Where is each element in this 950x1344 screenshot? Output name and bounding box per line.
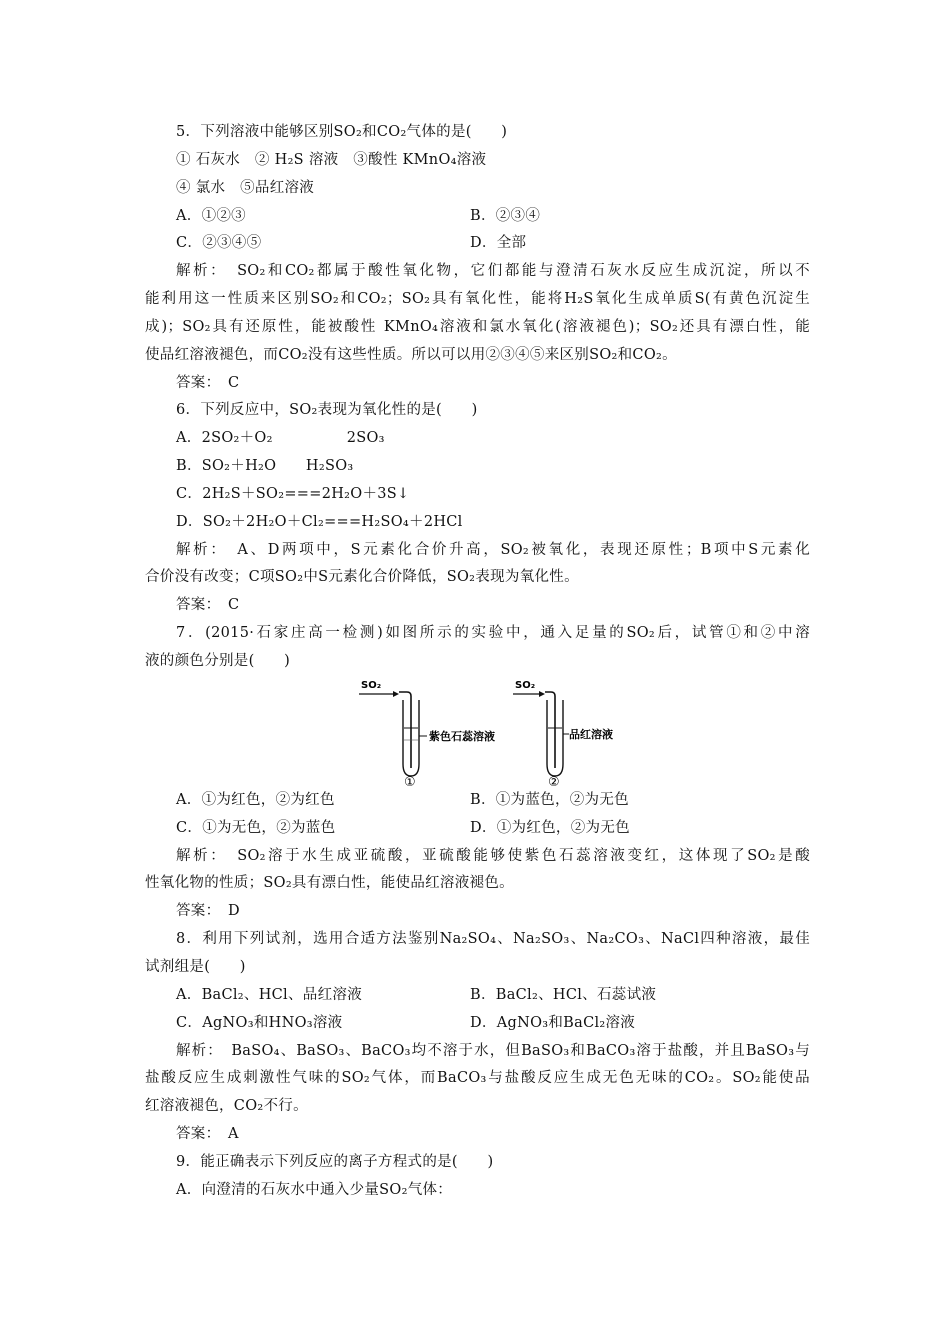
test-tube-1 <box>359 680 495 786</box>
q9-option-a: A．向澄清的石灰水中通入少量SO₂气体： <box>176 1182 453 1198</box>
gas-label-2: SO₂ <box>515 680 536 691</box>
q8-analysis-line2: 盐酸反应生成刺激性气味的SO₂气体，而BaCO₃与盐酸反应生成无色无味的CO₂。SO₂能使品 <box>145 1070 810 1086</box>
q7-analysis-line1: 解析： SO₂溶于水生成亚硫酸，亚硫酸能够使紫色石蕊溶液变红，这体现了SO₂是酸 <box>176 848 810 864</box>
arrow-head-1 <box>393 691 399 697</box>
q8-analysis-line3: 红溶液褪色，CO₂不行。 <box>145 1098 308 1114</box>
q7-stem-line1: 7．(2015·石家庄高一检测)如图所示的实验中，通入足量的SO₂后，试管①和②中溶 <box>176 625 810 641</box>
q6-analysis-line1: 解析： A、D两项中，S元素化合价升高，SO₂被氧化，表现还原性；B项中S元素化 <box>176 542 810 558</box>
gas-label-1: SO₂ <box>361 680 382 691</box>
q5-analysis-line1: 解析： SO₂和CO₂都属于酸性氧化物，它们都能与澄清石灰水反应生成沉淀，所以不 <box>176 263 810 279</box>
q8-stem-line1: 8．利用下列试剂，选用合适方法鉴别Na₂SO₄、Na₂SO₃、Na₂CO₃、NaCl四种溶液，最佳 <box>176 931 810 947</box>
q5-stem: 5．下列溶液中能够区别SO₂和CO₂气体的是( ) <box>176 124 508 140</box>
q7-analysis-line2: 性氧化物的性质；SO₂具有漂白性，能使品红溶液褪色。 <box>145 875 514 891</box>
q8-option-b: B．BaCl₂、HCl、石蕊试液 <box>470 987 657 1003</box>
q5-items-line1: ① 石灰水 ② H₂S 溶液 ③酸性 KMnO₄溶液 <box>176 152 487 168</box>
q5-analysis-line2: 能利用这一性质来区别SO₂和CO₂；SO₂具有氧化性，能将H₂S氧化生成单质S(有黄色沉淀生 <box>145 291 810 307</box>
q6-answer: 答案： C <box>176 597 240 613</box>
q5-option-c: C．②③④⑤ <box>176 235 262 251</box>
q5-analysis-line4: 使品红溶液褪色，而CO₂没有这些性质。所以可以用②③④⑤来区别SO₂和CO₂。 <box>145 347 677 363</box>
q8-analysis-line1: 解析： BaSO₄、BaSO₃、BaCO₃均不溶于水，但BaSO₃和BaCO₃溶于盐酸，并且BaSO₃与 <box>176 1043 810 1059</box>
q6-stem: 6．下列反应中，SO₂表现为氧化性的是( ) <box>176 402 478 418</box>
q8-stem-line2: 试剂组是( ) <box>145 959 246 975</box>
q8-answer: 答案： A <box>176 1126 239 1142</box>
q7-answer: 答案： D <box>176 903 240 919</box>
q5-option-b: B．②③④ <box>470 208 541 224</box>
q5-analysis-line3: 成)；SO₂具有还原性，能被酸性 KMnO₄溶液和氯水氧化(溶液褪色)；SO₂还具有漂白性，能 <box>145 319 810 335</box>
q7-stem-line2: 液的颜色分别是( ) <box>145 653 291 669</box>
q9-stem: 9．能正确表示下列反应的离子方程式的是( ) <box>176 1154 494 1170</box>
tube-number-1: ① <box>404 775 416 786</box>
q6-analysis-line2: 合价没有改变；C项SO₂中S元素化合价降低，SO₂表现为氧化性。 <box>145 569 579 585</box>
arrow-head-2 <box>539 691 545 697</box>
q6-option-b: B．SO₂＋H₂O H₂SO₃ <box>176 458 354 474</box>
q7-option-a: A．①为红色，②为红色 <box>176 792 335 808</box>
q6-option-c: C．2H₂S＋SO₂===2H₂O＋3S↓ <box>176 486 410 502</box>
q7-option-b: B．①为蓝色，②为无色 <box>470 792 629 808</box>
q5-option-d: D．全部 <box>470 235 527 251</box>
test-tube-diagram <box>355 676 635 786</box>
q7-option-d: D．①为红色，②为无色 <box>470 820 630 836</box>
q6-option-a: A．2SO₂＋O₂ 2SO₃ <box>176 430 385 446</box>
q7-option-c: C．①为无色，②为蓝色 <box>176 820 336 836</box>
q8-option-d: D．AgNO₃和BaCl₂溶液 <box>470 1015 636 1031</box>
test-tube-figure <box>355 676 635 786</box>
q8-option-c: C．AgNO₃和HNO₃溶液 <box>176 1015 343 1031</box>
liquid-label-1: 紫色石蕊溶液 <box>429 730 495 743</box>
q6-option-d: D．SO₂＋2H₂O＋Cl₂===H₂SO₄＋2HCl <box>176 514 463 530</box>
q5-items-line2: ④ 氯水 ⑤品红溶液 <box>176 180 315 196</box>
liquid-label-2: 品红溶液 <box>569 728 613 741</box>
q5-option-a: A．①②③ <box>176 208 246 224</box>
tube-number-2: ② <box>548 775 560 786</box>
q5-answer: 答案： C <box>176 375 240 391</box>
delivery-tube-1 <box>399 692 411 768</box>
test-tube-2 <box>513 680 613 786</box>
q8-option-a: A．BaCl₂、HCl、品红溶液 <box>176 987 362 1003</box>
